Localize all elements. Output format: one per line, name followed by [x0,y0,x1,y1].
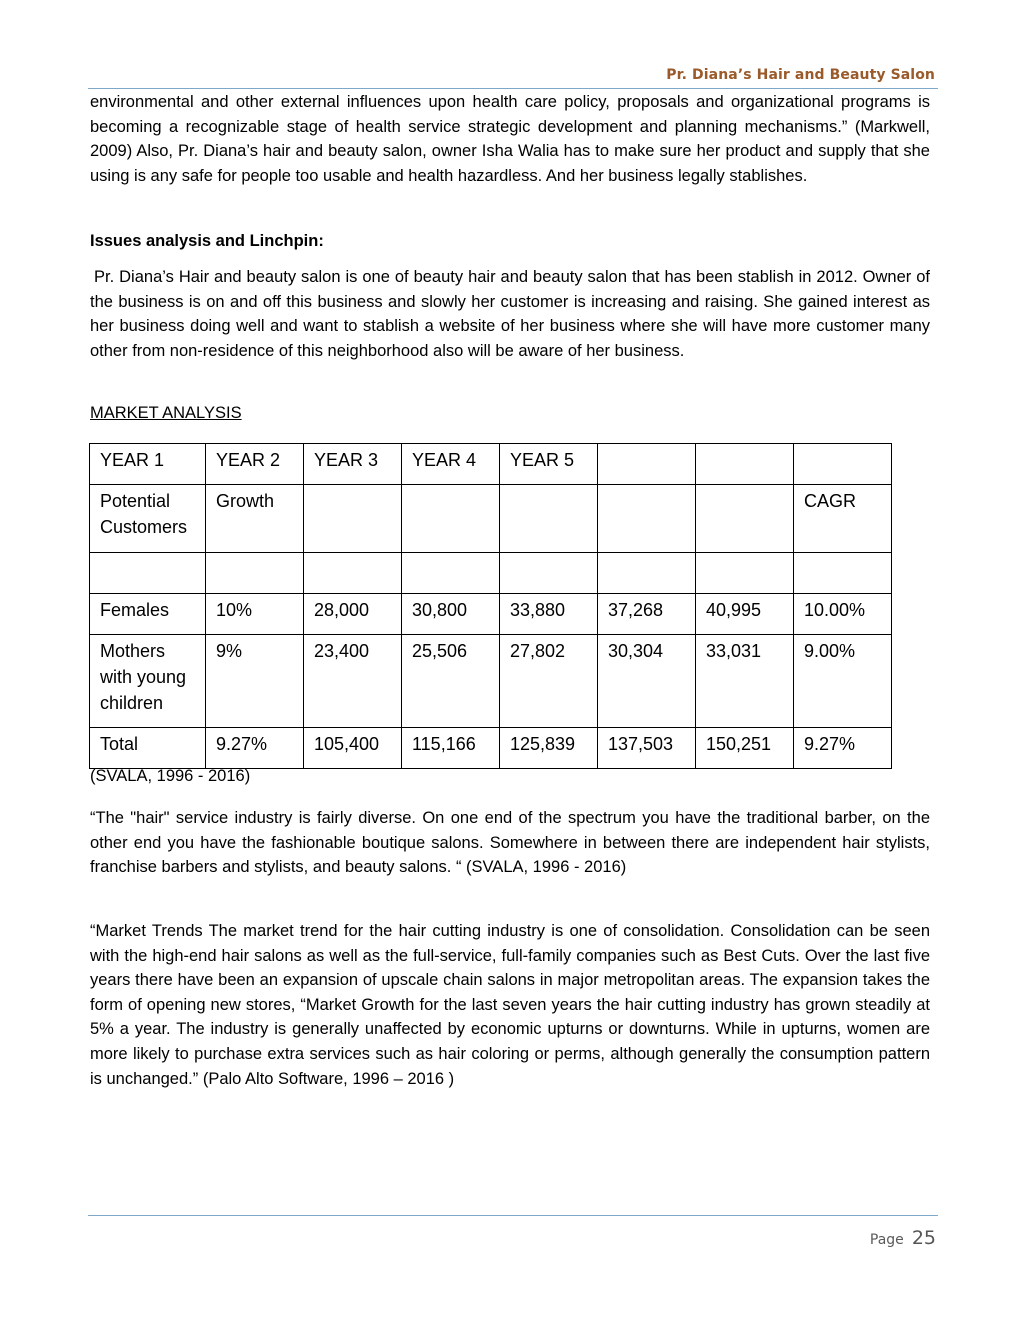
table-cell: CAGR [794,485,892,553]
page-label: Page [869,1232,904,1248]
table-cell: 9% [206,635,304,728]
table-cell [598,485,696,553]
table-cell [500,553,598,594]
quote-paragraph-2: “Market Trends The market trend for the hair cutting industry is one of consolidation. Consolidation can be seen with the high-end hair salons as well as the full-service, full-family companies such as Best Cuts. Over the last five years there have been an expansion of upscale chain salons in major metropolitan areas. The expansion takes the form of opening new stores, “Market Growth for the last seven years the hair cutting industry has grown steadily at 5% a year. The industry is generally unaffected by economic upturns or downturns. While in upturns, women are more likely to purchase extra services such as hair coloring or perms, although generally the consumption pattern is unchanged.” (Palo Alto Software, 1996 – 2016 ) [90,922,930,1088]
table-cell [794,553,892,594]
table-cell: YEAR 5 [500,444,598,485]
table-cell: 105,400 [304,728,402,769]
table-row [90,594,892,635]
table-cell: 9.27% [206,728,304,769]
table-cell: YEAR 3 [304,444,402,485]
running-header-title: Pr. Diana’s Hair and Beauty Salon [666,67,935,83]
issues-paragraph: Pr. Diana’s Hair and beauty salon is one of beauty hair and beauty salon that has been stablish in 2012. Owner of the business is on and off this business and slowly her customer is increasing and raising. She gained interest as her business doing well and want to stablish a website of her business where she will have more customer many other from non-residence of this neighborhood also will be aware of her business. [90,268,930,360]
table-cell: 9.00% [794,635,892,728]
issues-heading: Issues analysis and Linchpin: [90,232,324,250]
table-cell: Total [90,728,206,769]
market-analysis-title: MARKET ANALYSIS [90,404,242,422]
page-number-value: 25 [911,1227,936,1249]
table-cell: 37,268 [598,594,696,635]
table-cell: 30,800 [402,594,500,635]
table-cell [598,444,696,485]
table-cell: 115,166 [402,728,500,769]
table-cell: 10% [206,594,304,635]
table-cell: Mothers with young children [90,635,206,728]
table-cell: Potential Customers [90,485,206,553]
table-cell: 9.27% [794,728,892,769]
table-cell [794,444,892,485]
table-cell [696,444,794,485]
quote-paragraph-1: “The "hair" service industry is fairly diverse. On one end of the spectrum you have the traditional barber, on the other end you have the fashionable boutique salons. Somewhere in between there are independent hair stylists, franchise barbers and stylists, and beauty salons. “ (SVALA, 1996 - 2016) [90,809,930,877]
table-cell [402,553,500,594]
market-analysis-table [89,443,892,769]
intro-paragraph: environmental and other external influences upon health care policy, proposals and organizational programs is becoming a recognizable stage of health service strategic development and planning mechanisms.” (Markwell, 2009) Also, Pr. Diana’s hair and beauty salon, owner Isha Walia has to make sure her product and supply that she using is any safe for people too usable and health hazardless. And her business legally stablishes. [90,93,930,185]
table-source-note: (SVALA, 1996 - 2016) [90,767,251,785]
table-cell: YEAR 2 [206,444,304,485]
table-cell [696,485,794,553]
table-cell: 25,506 [402,635,500,728]
table-cell: Growth [206,485,304,553]
table-cell: Females [90,594,206,635]
table-cell [304,553,402,594]
table-row [90,728,892,769]
table-cell [598,553,696,594]
table-cell: 125,839 [500,728,598,769]
table-row [90,635,892,728]
table-cell: 28,000 [304,594,402,635]
table-cell: 33,880 [500,594,598,635]
table-row [90,485,892,553]
table-cell: YEAR 1 [90,444,206,485]
table-row [90,553,892,594]
table-cell: 10.00% [794,594,892,635]
table-cell: 40,995 [696,594,794,635]
table-cell: 33,031 [696,635,794,728]
table-cell: 27,802 [500,635,598,728]
table-cell [696,553,794,594]
page-number [870,1227,936,1249]
table-cell: 23,400 [304,635,402,728]
table-cell: 150,251 [696,728,794,769]
header-divider [88,88,938,89]
table-cell [304,485,402,553]
footer-divider [88,1215,938,1216]
table-cell: 137,503 [598,728,696,769]
table-cell [90,553,206,594]
table-cell: 30,304 [598,635,696,728]
table-cell [402,485,500,553]
table-cell [206,553,304,594]
table-cell: YEAR 4 [402,444,500,485]
table-cell [500,485,598,553]
table-row [90,444,892,485]
